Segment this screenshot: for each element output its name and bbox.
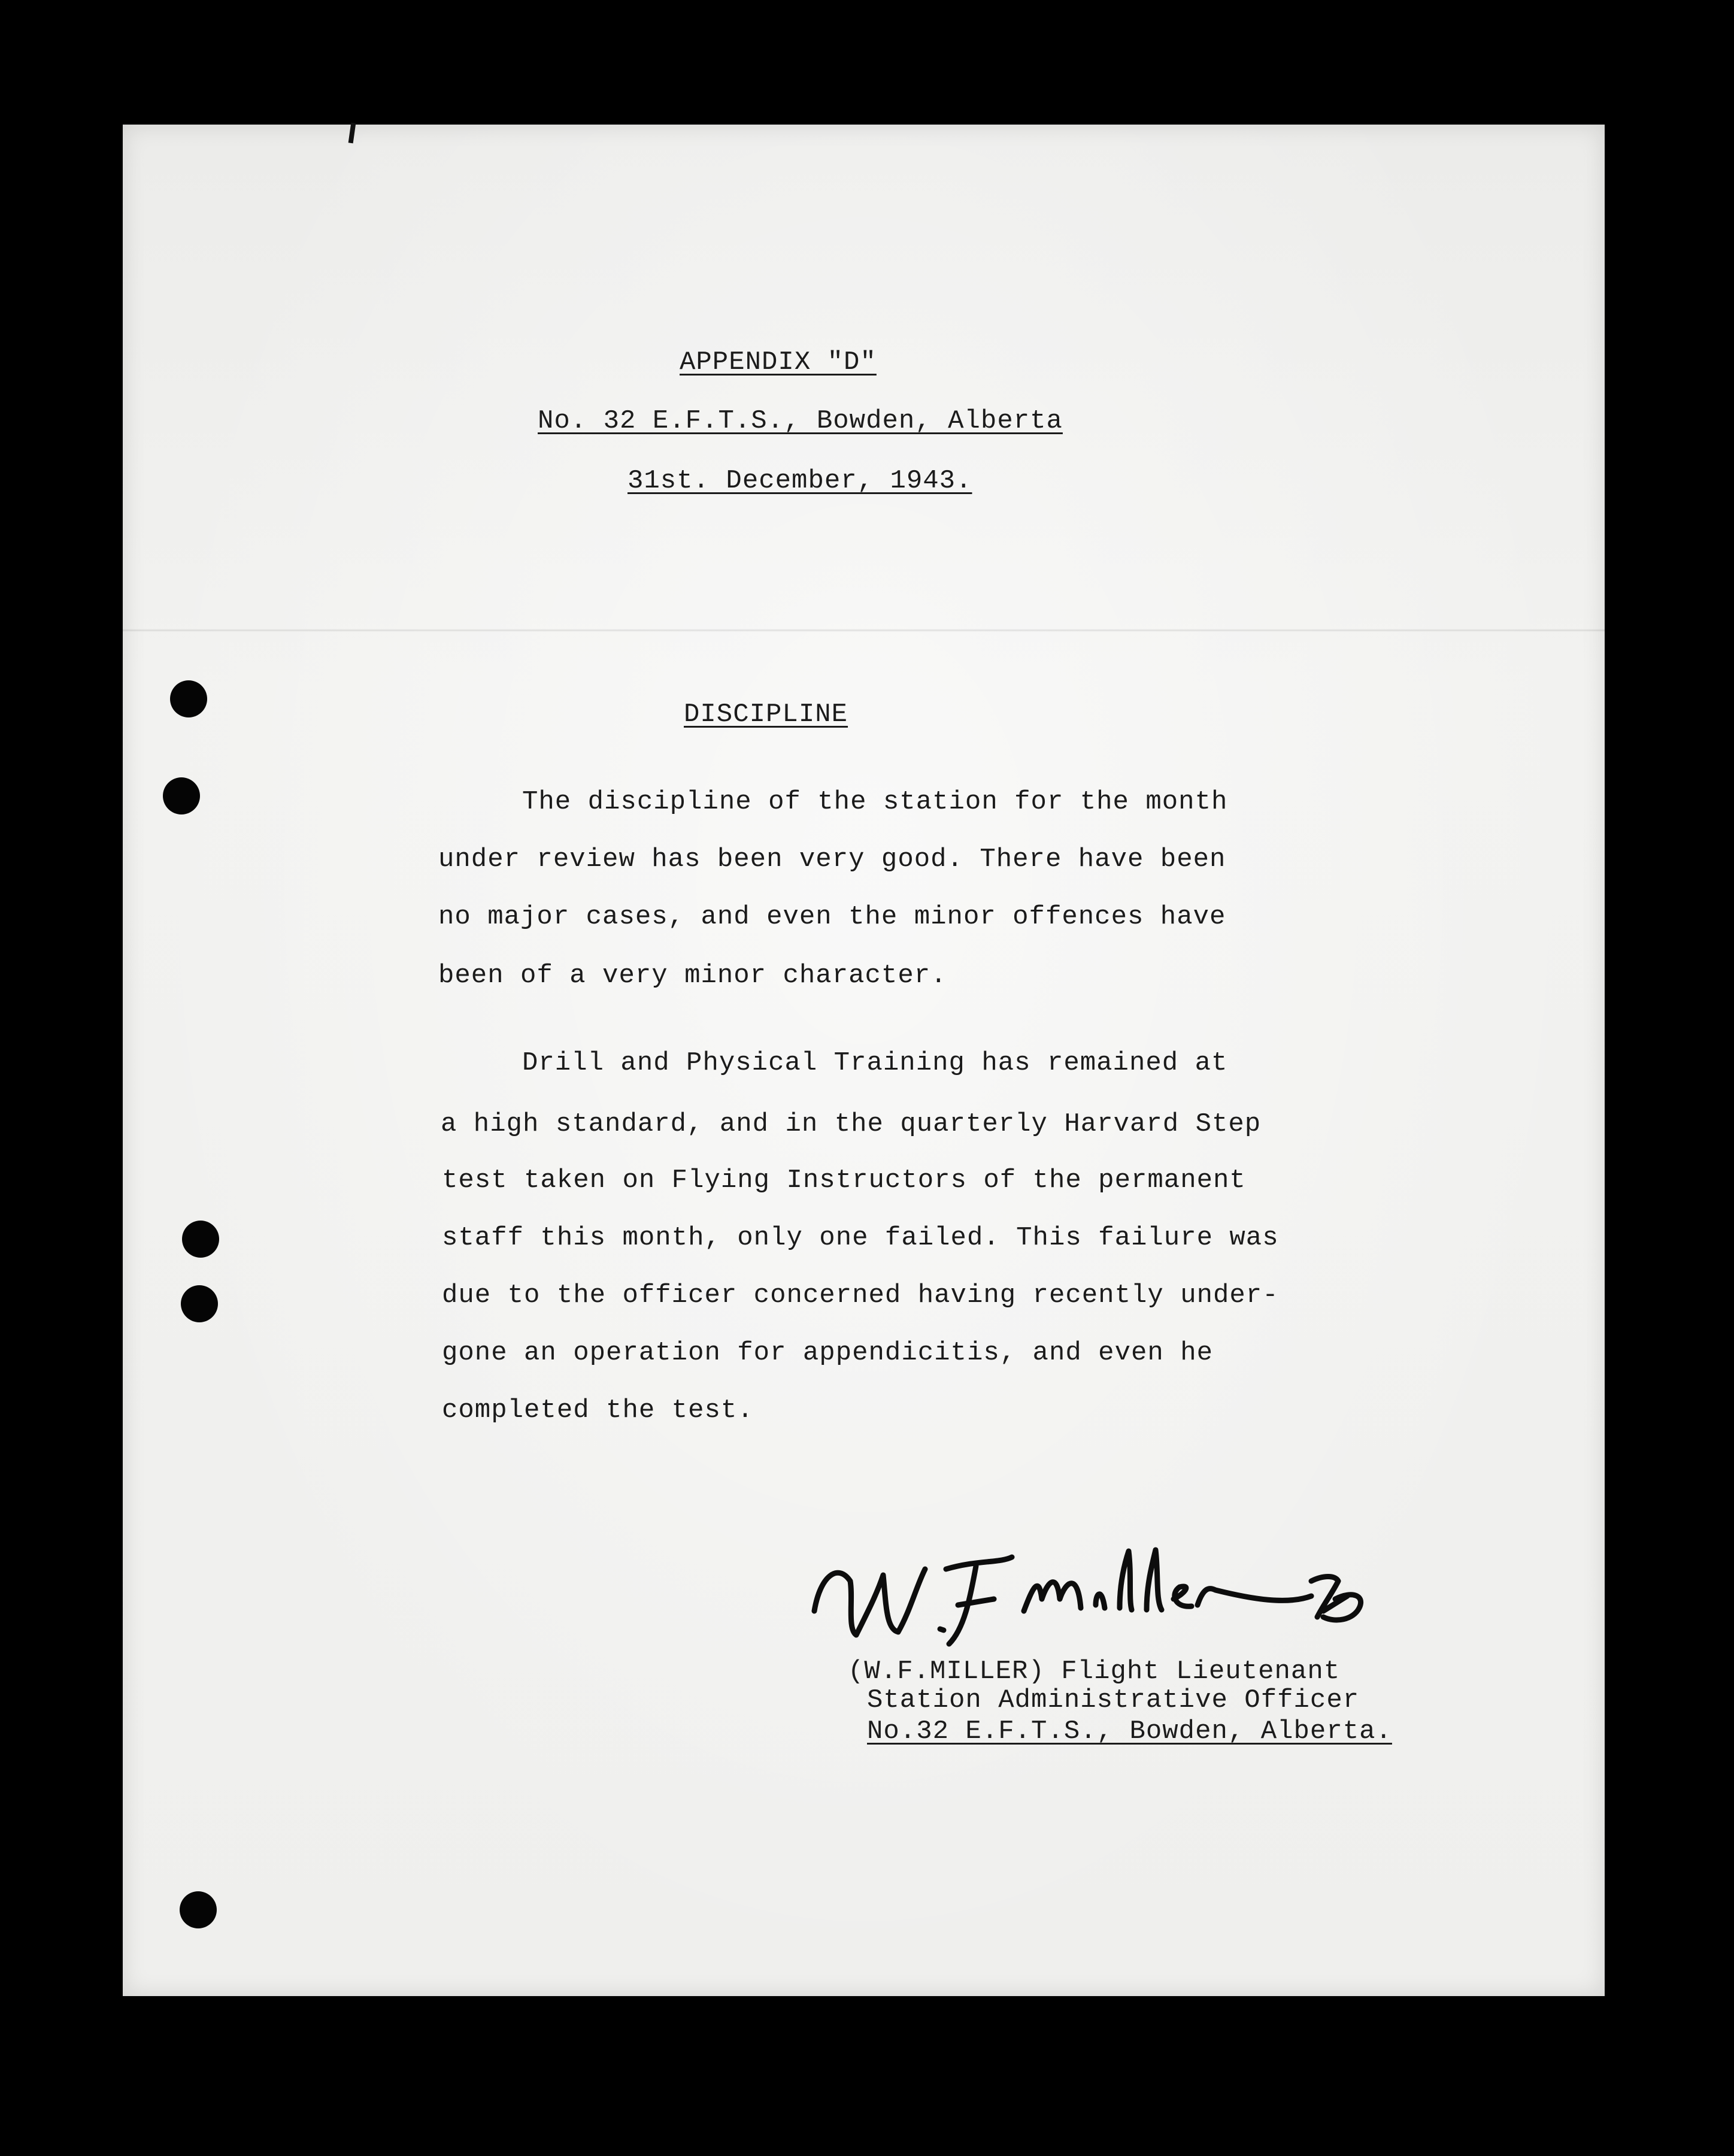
paragraph-2-line: staff this month, only one failed. This failure was: [442, 1223, 1279, 1253]
punch-hole-4: [181, 1285, 218, 1322]
punch-hole-2: [163, 777, 200, 814]
appendix-title: APPENDIX "D": [680, 347, 877, 377]
paragraph-2-line: test taken on Flying Instructors of the permanent: [442, 1165, 1246, 1195]
paragraph-1-line: no major cases, and even the minor offences have: [438, 902, 1226, 932]
punch-hole-3: [182, 1221, 219, 1258]
punch-hole-5: [180, 1891, 217, 1928]
paragraph-1-line: been of a very minor character.: [438, 961, 947, 991]
paragraph-2-line: gone an operation for appendicitis, and even he: [442, 1338, 1214, 1368]
paragraph-2-line: completed the test.: [442, 1395, 754, 1425]
signatory-title: Station Administrative Officer: [867, 1685, 1360, 1715]
paper-fold-line: [123, 629, 1605, 632]
paragraph-1-line: under review has been very good. There have been: [438, 844, 1226, 874]
paragraph-2-line: a high standard, and in the quarterly Harvard Step: [441, 1109, 1262, 1139]
handwritten-signature: [796, 1539, 1383, 1653]
report-date: 31st. December, 1943.: [627, 466, 972, 496]
section-heading: DISCIPLINE: [684, 700, 848, 729]
signatory-unit: No.32 E.F.T.S., Bowden, Alberta.: [867, 1716, 1392, 1746]
unit-location: No. 32 E.F.T.S., Bowden, Alberta: [538, 406, 1063, 436]
paragraph-1-line: The discipline of the station for the month: [522, 787, 1228, 817]
paragraph-2-line: due to the officer concerned having recently under-: [442, 1280, 1279, 1310]
signatory-name-rank: (W.F.MILLER) Flight Lieutenant: [848, 1657, 1341, 1686]
punch-hole-1: [170, 680, 207, 717]
paragraph-2-line: Drill and Physical Training has remained at: [522, 1048, 1228, 1078]
